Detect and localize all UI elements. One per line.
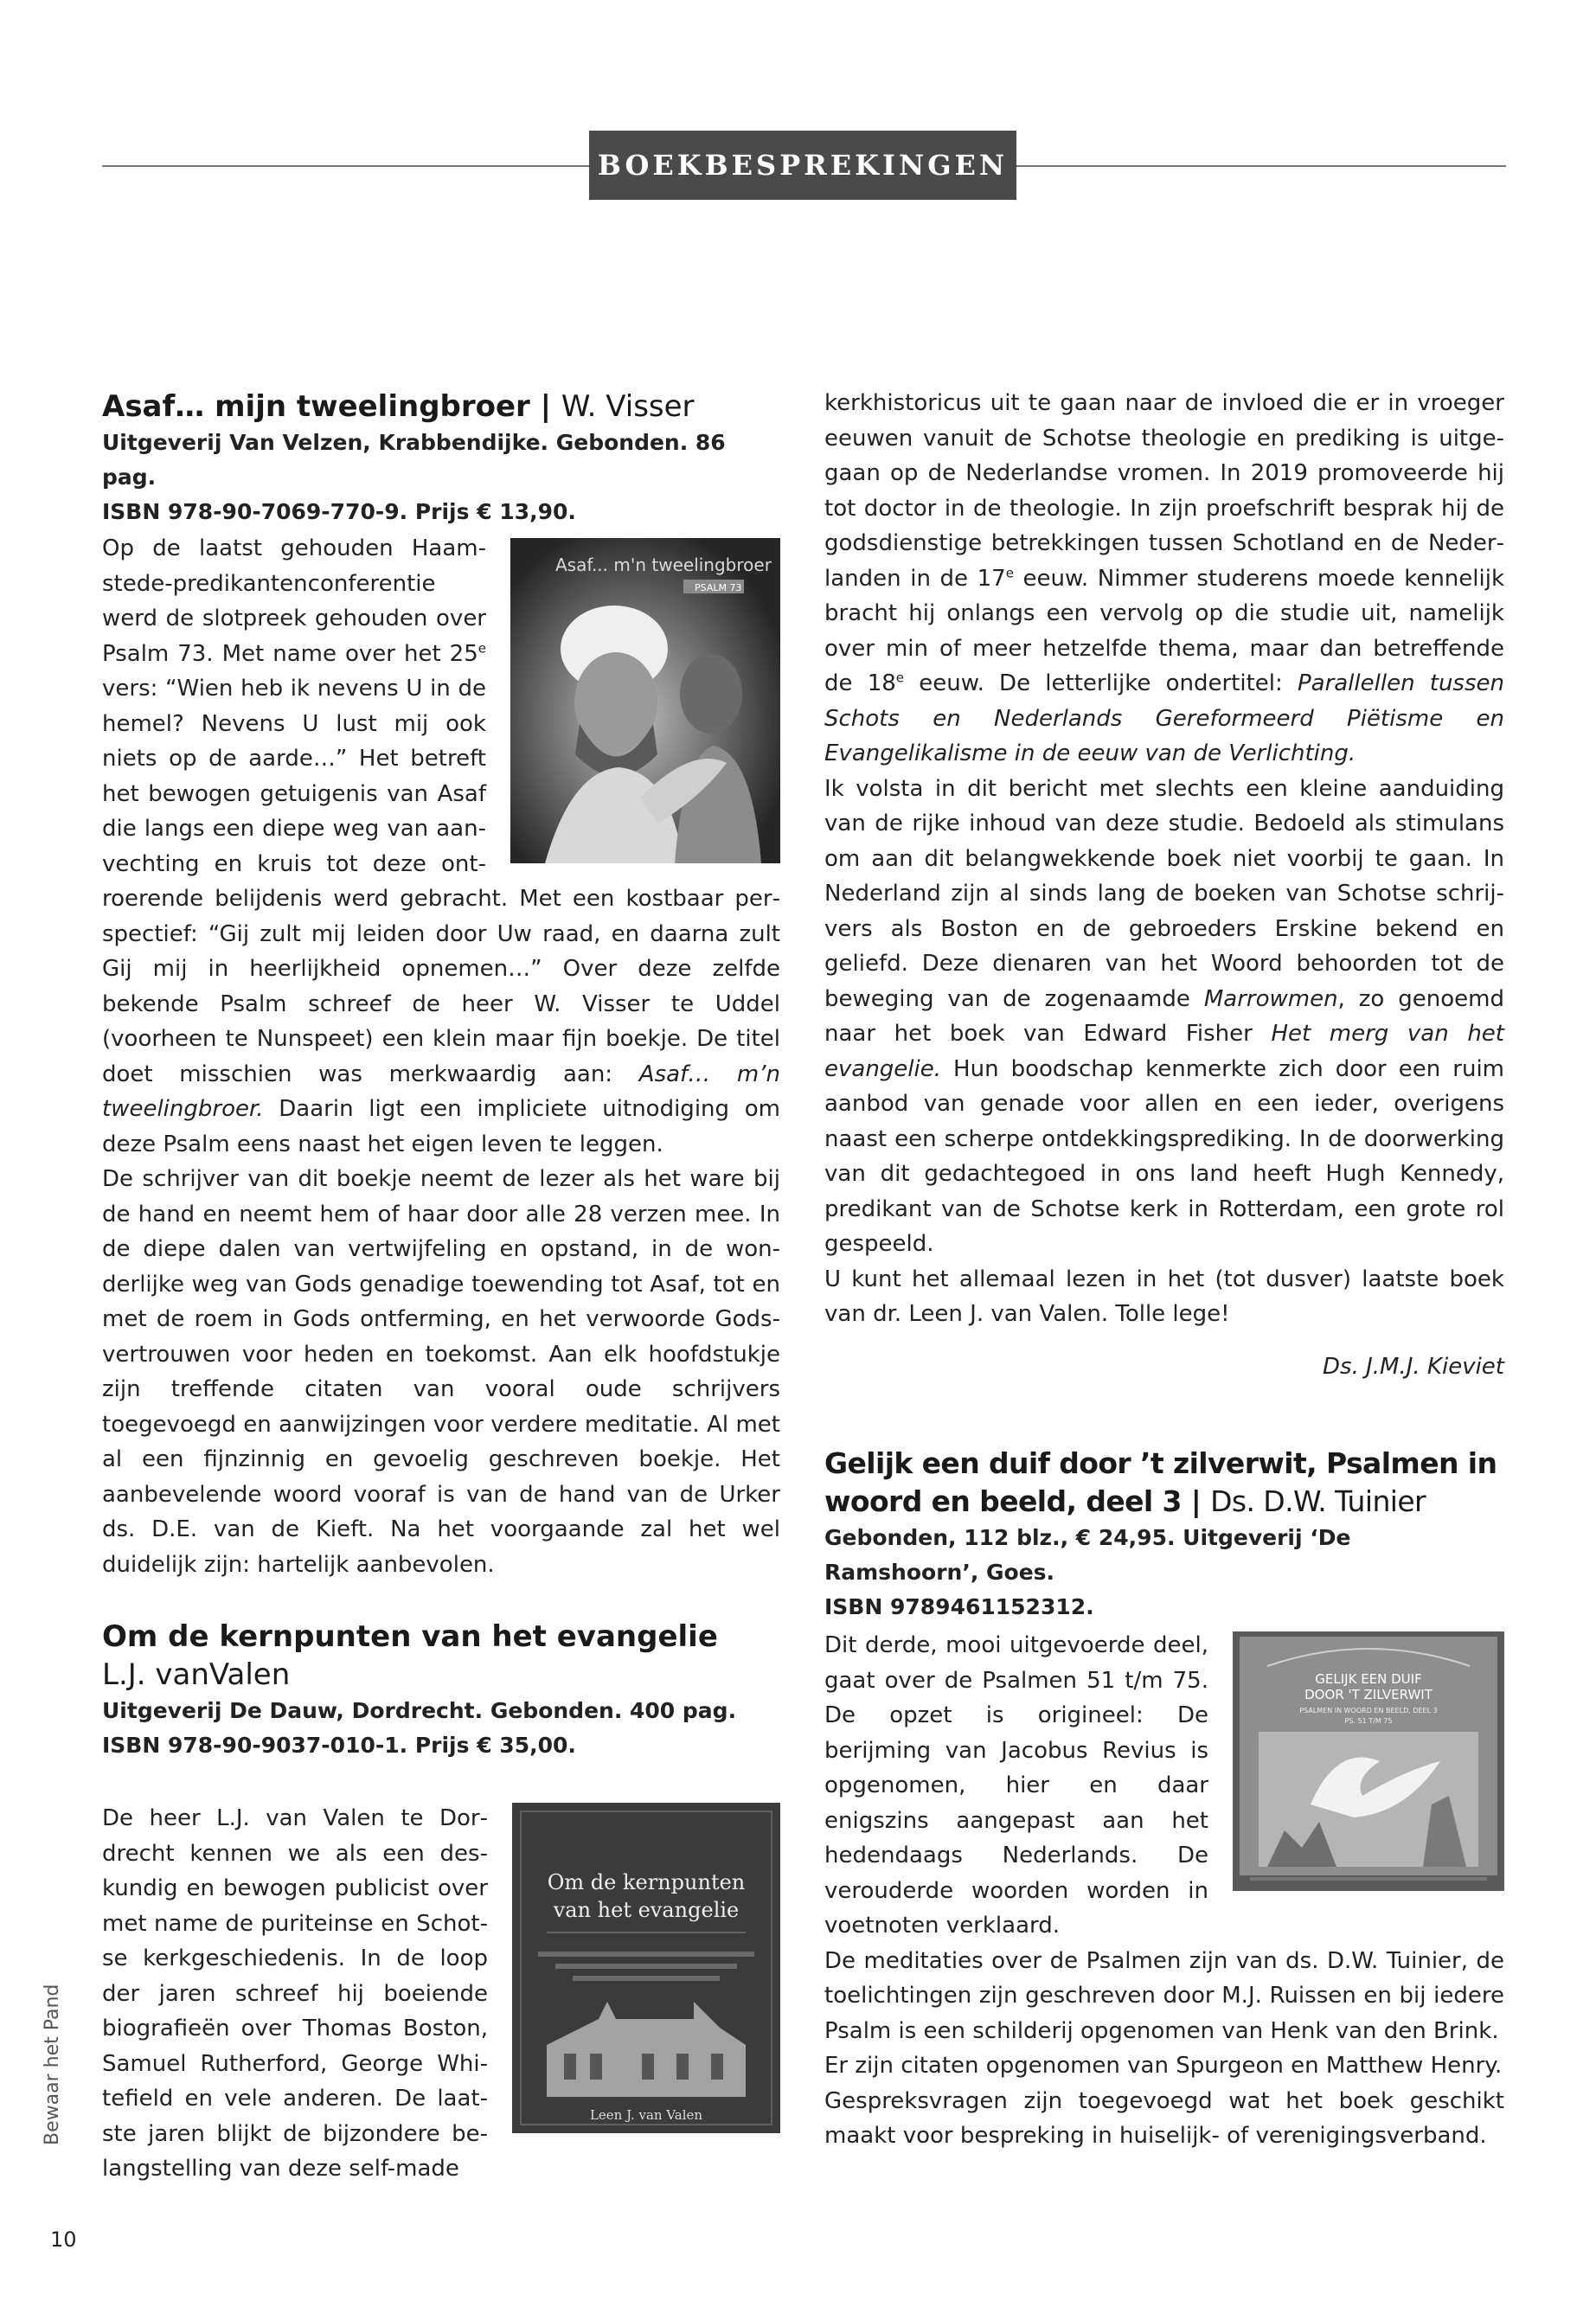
review-3-paragraph-1: Dit derde, mooi uitgevoerde deel, gaat over de Psalmen 51 t/m 75. De opzet is origineel: De berijming van Jacobus Revius is opgenomen, hier en daar enigszins aangepast aan het hedendaags Nederlands. De verouderde woorden worden in voetnoten verklaard. (824, 1632, 1208, 1939)
cover-duif-range: PS. 51 T/M 75 (1344, 1717, 1393, 1725)
header-rule-right (1016, 165, 1506, 167)
review-1-paragraph-2: De schrijver van dit boekje neemt de lezer als het ware bij de hand en neemt hem of haar door alle 28 verzen mee. In de diepe dalen van vertwijfeling en opstand, in de wonderlijke weg van Gods genadige toewending tot Asaf, tot en met de roem in Gods ontferming, en het verwoorde Godsvertrouwen voor heden en toekomst. Aan elk hoofdstukje zijn treffende citaten van vooral oude schrijvers toegevoegd en aanwijzingen voor verdere meditatie. Al met al een fijnzinnig en gevoelig geschreven boekje. Het aanbevelende woord vooraf is van de hand van de Urker ds. D.E. van de Kieft. Na het voorgaande zal het wel duidelijk zijn: hartelijk aanbevolen. (102, 1166, 780, 1578)
review-1-paragraph-1: Op de laatst gehouden Haamstede-predikantenconferentie werd de slotpreek gehouden over Psalm 73. Met name over het 25e vers: “Wien heb ik nevens U in de hemel? Nevens U lust mij ook niets op de aarde…” Het betreft het bewogen getuigenis van Asaf die langs een diepe weg van aanvechting en kruis tot deze ontroerende belijdenis werd gebracht. Met een kostbaar perspectief: “Gij zult mij leiden door Uw raad, en daarna zult Gij mij in heerlijkheid opnemen…” Over deze zelfde bekende Psalm schreef de heer W. Visser te Uddel (voorheen te Nunspeet) een klein maar fijn boekje. De titel doet misschien was merkwaardig aan: Asaf… m’n tweelingbroer. Daarin ligt een impliciete uitnodiging om deze Psalm eens naast het eigen leven te leggen. (102, 535, 780, 1157)
review-2-continuation-3: U kunt het allemaal lezen in het (tot dusver) laatste boek van dr. Leen J. van Valen. Tolle lege! (824, 1266, 1504, 1327)
header-rule-left (102, 165, 589, 167)
review-2-header (102, 1618, 780, 1763)
cover-duif-title-1: GELIJK EEN DUIF (1315, 1671, 1422, 1687)
right-column-body (824, 386, 1504, 1384)
review-2-continuation-1: kerkhistoricus uit te gaan naar de invloed die er in vroeger eeuwen vanuit de Schotse theologie en prediking is uitgegaan op de Nederlandse vromen. In 2019 promoveerde hij tot doctor in de theologie. In zijn proefschrift besprak hij de godsdienstige betrekkingen tussen Schotland en de Nederlanden in de 17e eeuw. Nimmer studerens moede kennelijk bracht hij onlangs een vervolg op die studie uit, namelijk over min of meer hetzelfde thema, maar dan betreffende de 18e eeuw. De letterlijke ondertitel: Parallellen tussen Schots en Nederlands Gereformeerd Piëtisme en Evangelikalisme in de eeuw van de Verlichting. (824, 390, 1504, 766)
cover-kernpunten-title-1: Om de kernpunten (547, 1870, 746, 1894)
review-3-header (824, 1445, 1504, 1625)
review-1-header (102, 388, 780, 529)
review-2-continuation-2: Ik volsta in dit bericht met slechts een kleine aanduiding van de rijke inhoud van deze studie. Bedoeld als stimulans om aan dit belangwekkende boek niet voorbij te gaan. In Nederland zijn al sinds lang de boeken van Schotse schrijvers als Boston en de gebroeders Erskine bekend en geliefd. Deze dienaren van het Woord behoorden tot de beweging van de zogenaamde Marrowmen, zo genoemd naar het boek van Edward Fisher Het merg van het evangelie. Hun boodschap kenmerkte zich door een ruim aanbod van genade voor allen en een ieder, overigens naast een scherpe ontdekkingsprediking. In de doorwerking van dit gedachtegoed in ons land heeft Hugh Kennedy, predikant van de Schotse kerk in Rotterdam, een grote rol gespeeld. (824, 775, 1504, 1257)
review-2-author: L.J. vanValen (102, 1657, 291, 1692)
cover-asaf-subtitle: PSALM 73 (695, 582, 742, 593)
review-3-title: Gelijk een duif door ’t zilverwit, Psalmen in woord en beeld, deel 3 | Ds. D.W. Tuinier (824, 1446, 1497, 1518)
review-3-body (824, 1628, 1504, 2154)
review-2-paragraph-1: De heer L.J. van Valen te Dordrecht kennen we als een deskundig en bewogen publicist over met name de puriteinse en Schotse kerkgeschiedenis. In de loop der jaren schreef hij boeiende biografieën over Thomas Boston, Samuel Rutherford, George Whitefield en vele anderen. De laatste jaren blijkt de bijzondere belangstelling van deze self-made (102, 1805, 488, 2182)
review-3-publisher: Gebonden, 112 blz., € 24,95. Uitgeverij ‘De Ramshoorn’, Goes. (824, 1525, 1351, 1585)
page-number: 10 (50, 2227, 77, 2252)
review-1-isbn: ISBN 978-90-7069-770-9. Prijs € 13,90. (102, 499, 576, 524)
review-1-body (102, 531, 780, 1582)
review-2-signature: Ds. J.M.J. Kieviet (1323, 1353, 1504, 1380)
review-3-paragraph-3: Er zijn citaten opgenomen van Spurgeon en Matthew Henry. (824, 2053, 1503, 2079)
review-2-isbn: ISBN 978-90-9037-010-1. Prijs € 35,00. (102, 1733, 576, 1758)
review-1-title: Asaf… mijn tweelingbroer | W. Visser (102, 389, 695, 424)
review-2-publisher: Uitgeverij De Dauw, Dordrecht. Gebonden. 400 pag. (102, 1698, 737, 1723)
section-title: BOEKBESPREKINGEN (597, 149, 1009, 182)
cover-kernpunten-title-2: van het evangelie (553, 1898, 740, 1922)
side-text: Bewaar het Pand (42, 1984, 63, 2145)
review-2-title: Om de kernpunten van het evangelie (102, 1619, 718, 1654)
review-2-body (102, 1801, 780, 2187)
section-banner (589, 131, 1016, 200)
cover-kernpunten-author: Leen J. van Valen (589, 2107, 703, 2123)
cover-duif-title-2: DOOR 'T ZILVERWIT (1304, 1687, 1433, 1702)
review-3-paragraph-2: De meditaties over de Psalmen zijn van ds. D.W. Tuinier, de toelichtingen zijn geschreven door M.J. Ruissen en bij iedere Psalm is een schilderij opgenomen van Henk van den Brink. (824, 1947, 1504, 2044)
review-3-isbn: ISBN 9789461152312. (824, 1594, 1094, 1619)
review-1-publisher: Uitgeverij Van Velzen, Krabbendijke. Gebonden. 86 pag. (102, 430, 726, 490)
review-3-paragraph-4: Gespreksvragen zijn toegevoegd wat het boek geschikt maakt voor bespreking in huiselijk- of verenigingsverband. (824, 2087, 1504, 2149)
cover-asaf-title: Asaf... m'n tweelingbroer (555, 554, 772, 575)
cover-duif-subtitle: PSALMEN IN WOORD EN BEELD, DEEL 3 (1299, 1707, 1438, 1715)
